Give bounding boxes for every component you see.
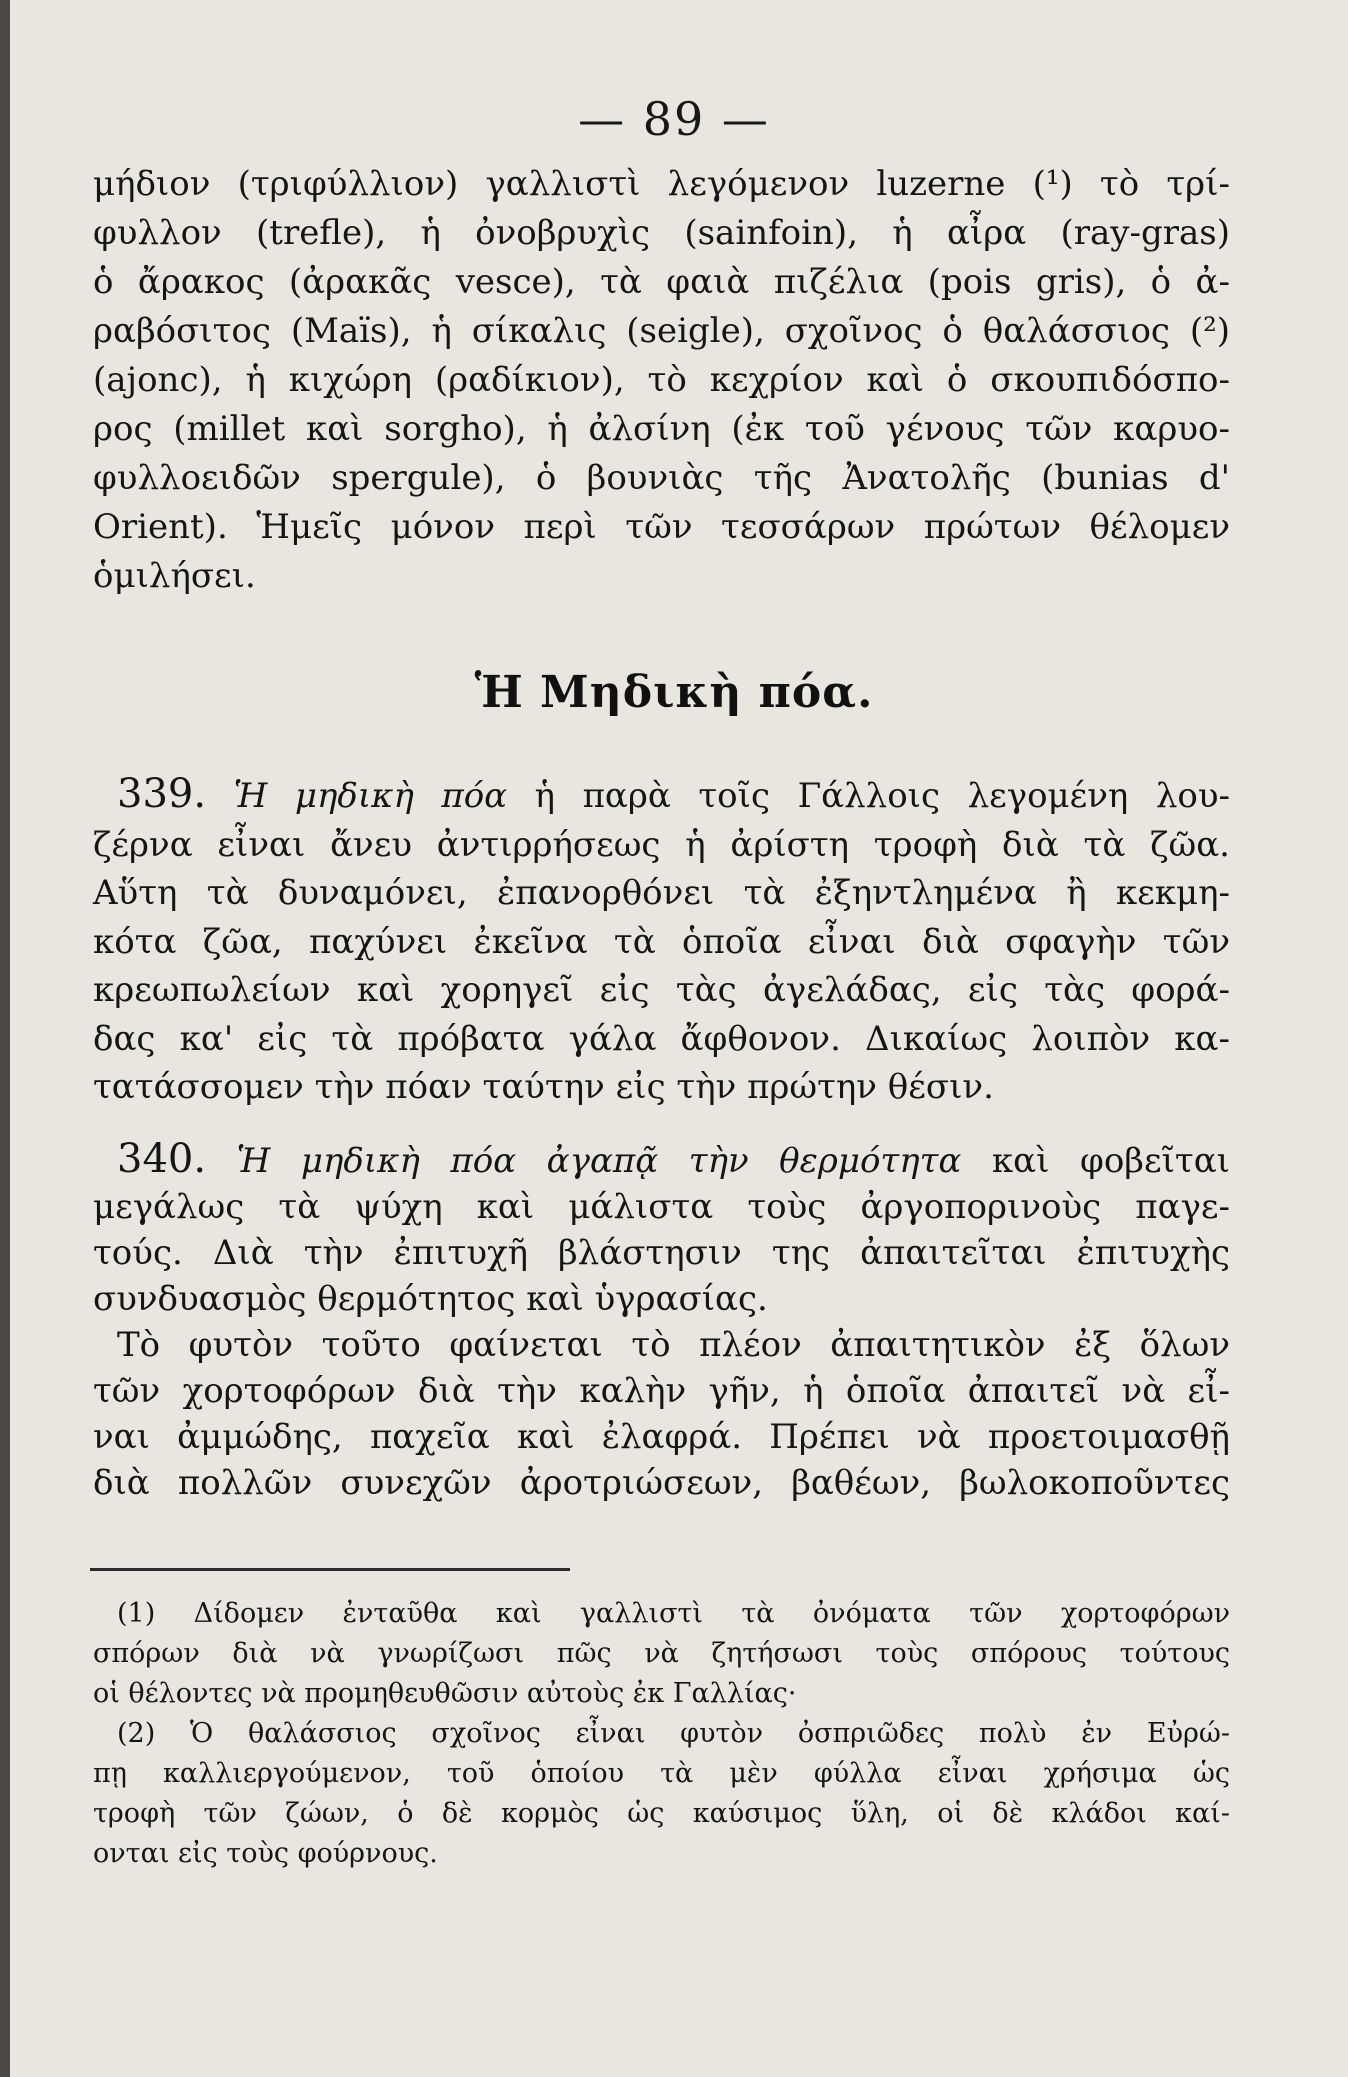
first-line-rest: ἡ παρὰ τοῖς Γάλλοις λεγομένη λου- [507,776,1231,816]
text-line: (ajonc), ἡ κιχώρη (ραδίκιον), τὸ κεχρίον καὶ ὁ σκουπιδόσπο- [93,360,1230,400]
text-line: ὁ ἄρακος (ἀρακᾶς vesce), τὰ φαιὰ πιζέλια (pois gris), ὁ ἀ- [93,262,1230,302]
text-line: τούς. Διὰ τὴν ἐπιτυχῆ βλάστησιν της ἀπαιτεῖται ἐπιτυχὴς [93,1233,1230,1273]
text-line: συνδυασμὸς θερμότητος καὶ ὑγρασίας. [93,1279,768,1319]
text-line: ζέρνα εἶναι ἄνευ ἀντιρρήσεως ἡ ἀρίστη τροφὴ διὰ τὰ ζῶα. [93,824,1230,865]
text-line: μεγάλως τὰ ψύχη καὶ μάλιστα τοὺς ἀργοπορινοὺς παγε- [93,1187,1230,1227]
footnote-line: οἱ θέλοντες νὰ προμηθευθῶσιν αὐτοὺς ἐκ Γαλλίας· [93,1678,797,1709]
text-line: ρος (millet καὶ sorgho), ἡ ἀλσίνη (ἐκ τοῦ γένους τῶν καρυο- [93,409,1230,449]
paragraph-339 [93,770,1230,1112]
text-line: μήδιον (τριφύλλιον) γαλλιστὶ λεγόμενον luzerne (¹) τὸ τρί- [93,164,1230,204]
text-line: Αὕτη τὰ δυναμόνει, ἐπανορθόνει τὰ ἐξηντλημένα ἢ κεκμη- [93,873,1230,913]
intro-paragraph [93,160,1230,601]
paragraph-first-line [93,1136,1230,1184]
text-line: Orient). Ἡμεῖς μόνον περὶ τῶν τεσσάρων πρώτων θέλομεν [93,507,1230,547]
text-line: φυλλον (trefle), ἡ ὀνοβρυχὶς (sainfoin), ἡ αἶρα (ray-gras) [93,213,1230,253]
text-line: διὰ πολλῶν συνεχῶν ἀροτριώσεων, βαθέων, βωλοκοποῦντες [93,1463,1230,1503]
text-line: ὁμιλήσει. [93,556,256,596]
first-line-rest: καὶ φοβεῖται [961,1141,1230,1181]
text-line: δας κα' εἰς τὰ πρόβατα γάλα ἄφθονον. Δικαίως λοιπὸν κα- [93,1018,1230,1059]
footnote-line: πῃ καλλιεργούμενον, τοῦ ὁποίου τὰ μὲν φύλλα εἶναι χρήσιμα ὡς [93,1758,1230,1789]
footnote-line: (1) Δίδομεν ἐνταῦθα καὶ γαλλιστὶ τὰ ὀνόματα τῶν χορτοφόρων [117,1598,1230,1629]
text-line: κότα ζῶα, παχύνει ἐκεῖνα τὰ ὁποῖα εἶναι διὰ σφαγὴν τῶν [93,921,1230,962]
footnote-line: ονται εἰς τοὺς φούρνους. [93,1838,438,1869]
text-line: τῶν χορτοφόρων διὰ τὴν καλὴν γῆν, ἡ ὁποῖα ἀπαιτεῖ νὰ εἶ- [93,1371,1230,1411]
paragraph-number: 339. [117,771,207,817]
paragraph-number: 340. [117,1136,207,1182]
footnotes [93,1594,1230,1874]
text-line: φυλλοειδῶν spergule), ὁ βουνιὰς τῆς Ἀνατολῆς (bunias d' [93,458,1230,498]
text-line: Τὸ φυτὸν τοῦτο φαίνεται τὸ πλέον ἀπαιτητικὸν ἐξ ὅλων [117,1325,1230,1365]
text-line: τατάσσομεν τὴν πόαν ταύτην εἰς τὴν πρώτην θέσιν. [93,1067,994,1107]
footnote-divider [90,1568,570,1571]
paragraph-340 [93,1136,1230,1506]
italic-lead: Ἡ μηδικὴ πόα ἀγαπᾷ τὴν θερμότητα [236,1141,962,1181]
footnote-line: (2) Ὁ θαλάσσιος σχοῖνος εἶναι φυτὸν ὀσπριῶδες πολὺ ἐν Εὐρώ- [117,1718,1230,1749]
page-number: — 89 — [578,92,770,146]
text-line: ραβόσιτος (Maïs), ἡ σίκαλις (seigle), σχοῖνος ὁ θαλάσσιος (²) [93,311,1230,351]
text-line: ναι ἀμμώδης, παχεῖα καὶ ἐλαφρά. Πρέπει νὰ προετοιμασθῇ [93,1417,1230,1457]
footnote-line: σπόρων διὰ νὰ γνωρίζωσι πῶς νὰ ζητήσωσι τοὺς σπόρους τούτους [93,1638,1230,1669]
text-line: κρεωπωλείων καὶ χορηγεῖ εἰς τὰς ἀγελάδας, εἰς τὰς φορά- [93,970,1230,1010]
italic-lead: Ἡ μηδικὴ πόα [233,776,508,816]
paragraph-first-line [93,770,1230,821]
page-edge-shadow [0,0,10,2077]
section-heading: Ἡ Μηδικὴ πόα. [474,667,874,718]
footnote-line: τροφὴ τῶν ζώων, ὁ δὲ κορμὸς ὡς καύσιμος ὕλη, οἱ δὲ κλάδοι καί- [93,1798,1230,1829]
